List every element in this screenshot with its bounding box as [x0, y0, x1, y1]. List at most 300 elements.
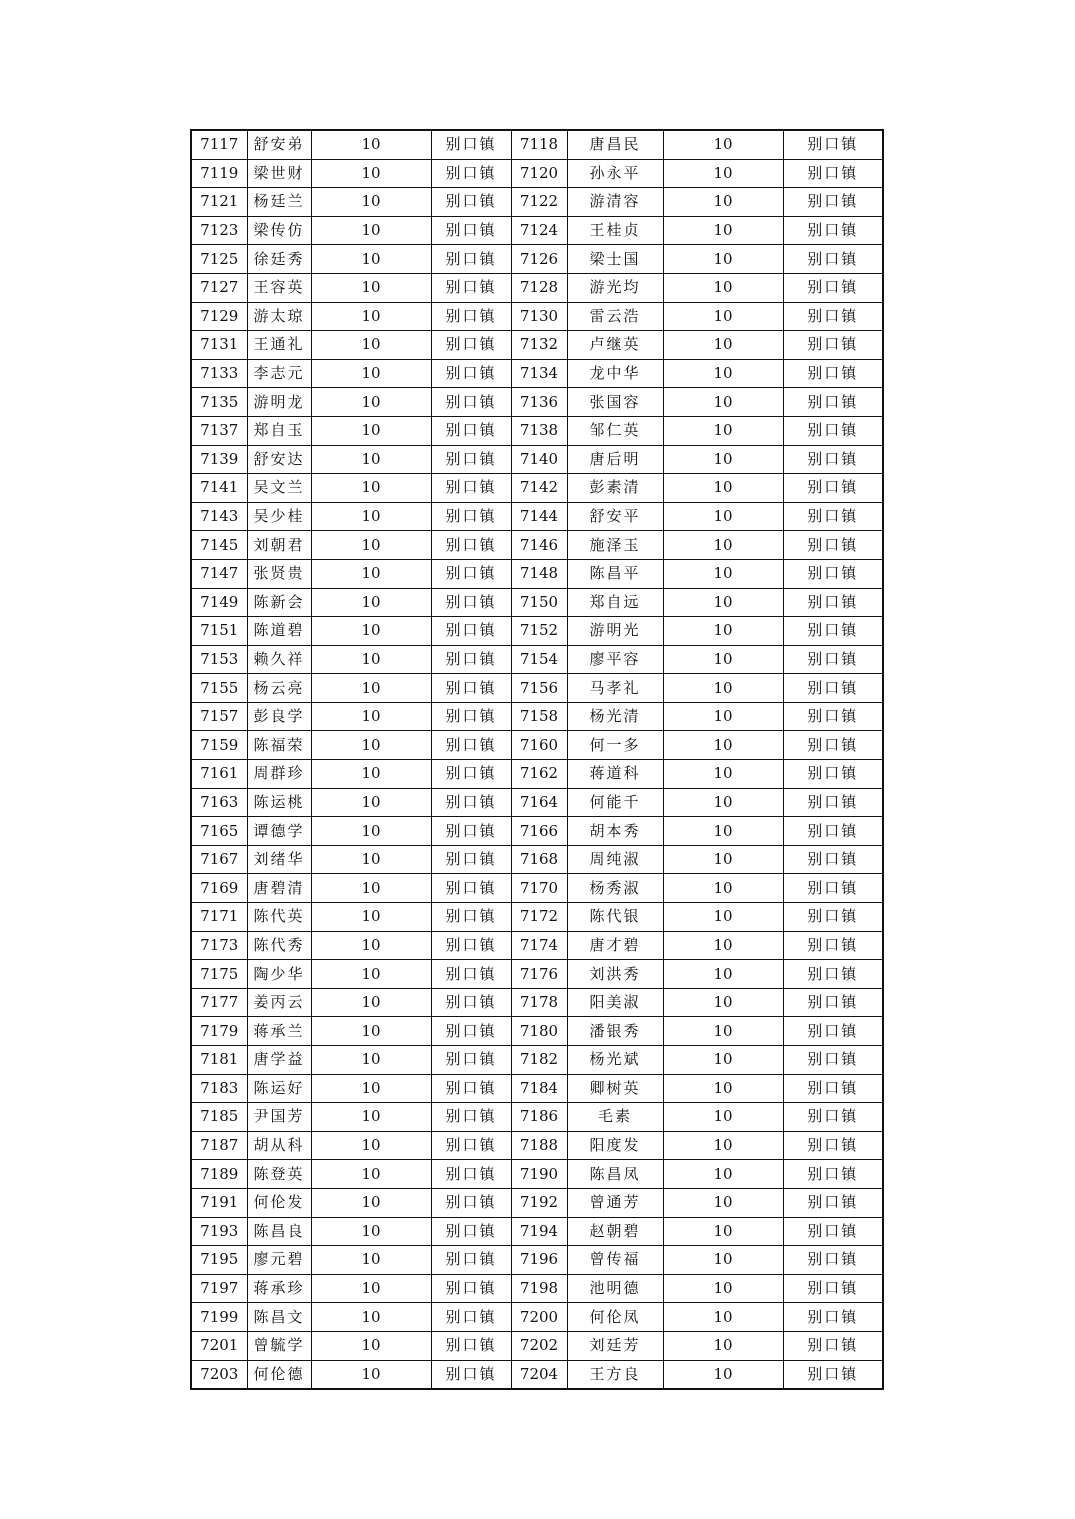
- id-cell: 7164: [511, 788, 567, 817]
- id-cell: 7165: [191, 817, 247, 846]
- id-cell: 7154: [511, 645, 567, 674]
- id-cell: 7144: [511, 502, 567, 531]
- amount-cell: 10: [663, 1246, 783, 1275]
- town-cell: 别口镇: [783, 731, 883, 760]
- table-row: [191, 1103, 883, 1132]
- id-cell: 7126: [511, 245, 567, 274]
- town-cell: 别口镇: [783, 760, 883, 789]
- table-row: [191, 388, 883, 417]
- town-cell: 别口镇: [431, 988, 511, 1017]
- id-cell: 7125: [191, 245, 247, 274]
- id-cell: 7184: [511, 1074, 567, 1103]
- town-cell: 别口镇: [783, 903, 883, 932]
- id-cell: 7162: [511, 760, 567, 789]
- table-row: [191, 1303, 883, 1332]
- name-cell: 舒安达: [247, 445, 311, 474]
- amount-cell: 10: [311, 474, 431, 503]
- id-cell: 7169: [191, 874, 247, 903]
- amount-cell: 10: [311, 1188, 431, 1217]
- name-cell: 施泽玉: [567, 531, 663, 560]
- amount-cell: 10: [663, 702, 783, 731]
- table-row: [191, 531, 883, 560]
- name-cell: 阳美淑: [567, 988, 663, 1017]
- town-cell: 别口镇: [431, 903, 511, 932]
- amount-cell: 10: [663, 845, 783, 874]
- id-cell: 7176: [511, 960, 567, 989]
- name-cell: 池明德: [567, 1274, 663, 1303]
- town-cell: 别口镇: [431, 130, 511, 159]
- name-cell: 赖久祥: [247, 645, 311, 674]
- id-cell: 7199: [191, 1303, 247, 1332]
- id-cell: 7167: [191, 845, 247, 874]
- name-cell: 游光均: [567, 273, 663, 302]
- id-cell: 7141: [191, 474, 247, 503]
- table-row: [191, 845, 883, 874]
- amount-cell: 10: [311, 903, 431, 932]
- name-cell: 何伦德: [247, 1360, 311, 1389]
- town-cell: 别口镇: [783, 188, 883, 217]
- town-cell: 别口镇: [431, 931, 511, 960]
- id-cell: 7155: [191, 674, 247, 703]
- name-cell: 陈道碧: [247, 617, 311, 646]
- id-cell: 7185: [191, 1103, 247, 1132]
- amount-cell: 10: [663, 1017, 783, 1046]
- table-row: [191, 1160, 883, 1189]
- name-cell: 王通礼: [247, 331, 311, 360]
- id-cell: 7130: [511, 302, 567, 331]
- table-row: [191, 874, 883, 903]
- name-cell: 陈昌凤: [567, 1160, 663, 1189]
- name-cell: 王桂贞: [567, 216, 663, 245]
- amount-cell: 10: [663, 1274, 783, 1303]
- table-row: [191, 788, 883, 817]
- roster-body: [191, 130, 883, 1389]
- amount-cell: 10: [663, 588, 783, 617]
- id-cell: 7128: [511, 273, 567, 302]
- name-cell: 姜丙云: [247, 988, 311, 1017]
- town-cell: 别口镇: [783, 273, 883, 302]
- town-cell: 别口镇: [431, 159, 511, 188]
- name-cell: 杨秀淑: [567, 874, 663, 903]
- town-cell: 别口镇: [431, 702, 511, 731]
- town-cell: 别口镇: [783, 1160, 883, 1189]
- amount-cell: 10: [663, 931, 783, 960]
- name-cell: 张国容: [567, 388, 663, 417]
- amount-cell: 10: [663, 245, 783, 274]
- town-cell: 别口镇: [783, 559, 883, 588]
- table-row: [191, 216, 883, 245]
- amount-cell: 10: [663, 502, 783, 531]
- id-cell: 7148: [511, 559, 567, 588]
- id-cell: 7145: [191, 531, 247, 560]
- town-cell: 别口镇: [783, 1360, 883, 1389]
- amount-cell: 10: [311, 359, 431, 388]
- id-cell: 7131: [191, 331, 247, 360]
- name-cell: 陈运桃: [247, 788, 311, 817]
- id-cell: 7183: [191, 1074, 247, 1103]
- table-row: [191, 960, 883, 989]
- table-row: [191, 702, 883, 731]
- id-cell: 7192: [511, 1188, 567, 1217]
- amount-cell: 10: [311, 130, 431, 159]
- name-cell: 陈代秀: [247, 931, 311, 960]
- amount-cell: 10: [311, 159, 431, 188]
- name-cell: 何伦凤: [567, 1303, 663, 1332]
- town-cell: 别口镇: [783, 159, 883, 188]
- town-cell: 别口镇: [783, 359, 883, 388]
- amount-cell: 10: [663, 474, 783, 503]
- name-cell: 周群珍: [247, 760, 311, 789]
- amount-cell: 10: [663, 302, 783, 331]
- amount-cell: 10: [663, 559, 783, 588]
- id-cell: 7196: [511, 1246, 567, 1275]
- id-cell: 7117: [191, 130, 247, 159]
- town-cell: 别口镇: [783, 388, 883, 417]
- amount-cell: 10: [311, 874, 431, 903]
- amount-cell: 10: [311, 388, 431, 417]
- name-cell: 曾通芳: [567, 1188, 663, 1217]
- name-cell: 唐昌民: [567, 130, 663, 159]
- town-cell: 别口镇: [783, 331, 883, 360]
- id-cell: 7127: [191, 273, 247, 302]
- amount-cell: 10: [663, 416, 783, 445]
- town-cell: 别口镇: [783, 1303, 883, 1332]
- table-row: [191, 1074, 883, 1103]
- table-row: [191, 188, 883, 217]
- town-cell: 别口镇: [783, 788, 883, 817]
- name-cell: 谭德学: [247, 817, 311, 846]
- id-cell: 7122: [511, 188, 567, 217]
- id-cell: 7178: [511, 988, 567, 1017]
- amount-cell: 10: [663, 1074, 783, 1103]
- town-cell: 别口镇: [783, 1017, 883, 1046]
- id-cell: 7195: [191, 1246, 247, 1275]
- town-cell: 别口镇: [431, 617, 511, 646]
- table-row: [191, 817, 883, 846]
- amount-cell: 10: [311, 1160, 431, 1189]
- name-cell: 何能千: [567, 788, 663, 817]
- table-row: [191, 1274, 883, 1303]
- amount-cell: 10: [663, 960, 783, 989]
- id-cell: 7160: [511, 731, 567, 760]
- id-cell: 7197: [191, 1274, 247, 1303]
- town-cell: 别口镇: [431, 331, 511, 360]
- name-cell: 唐学益: [247, 1046, 311, 1075]
- table-row: [191, 559, 883, 588]
- name-cell: 胡从科: [247, 1131, 311, 1160]
- id-cell: 7186: [511, 1103, 567, 1132]
- amount-cell: 10: [663, 1131, 783, 1160]
- amount-cell: 10: [663, 874, 783, 903]
- name-cell: 毛素: [567, 1103, 663, 1132]
- amount-cell: 10: [311, 1246, 431, 1275]
- name-cell: 游明光: [567, 617, 663, 646]
- amount-cell: 10: [311, 845, 431, 874]
- name-cell: 曾毓学: [247, 1331, 311, 1360]
- name-cell: 杨光斌: [567, 1046, 663, 1075]
- table-row: [191, 1246, 883, 1275]
- table-row: [191, 1360, 883, 1389]
- id-cell: 7150: [511, 588, 567, 617]
- id-cell: 7189: [191, 1160, 247, 1189]
- amount-cell: 10: [311, 559, 431, 588]
- id-cell: 7135: [191, 388, 247, 417]
- amount-cell: 10: [663, 188, 783, 217]
- table-row: [191, 1017, 883, 1046]
- town-cell: 别口镇: [431, 845, 511, 874]
- name-cell: 陈代银: [567, 903, 663, 932]
- amount-cell: 10: [663, 130, 783, 159]
- name-cell: 刘朝君: [247, 531, 311, 560]
- table-row: [191, 1131, 883, 1160]
- town-cell: 别口镇: [431, 502, 511, 531]
- name-cell: 刘洪秀: [567, 960, 663, 989]
- table-row: [191, 903, 883, 932]
- town-cell: 别口镇: [431, 588, 511, 617]
- id-cell: 7179: [191, 1017, 247, 1046]
- name-cell: 郑自玉: [247, 416, 311, 445]
- town-cell: 别口镇: [431, 245, 511, 274]
- name-cell: 舒安平: [567, 502, 663, 531]
- town-cell: 别口镇: [783, 988, 883, 1017]
- id-cell: 7118: [511, 130, 567, 159]
- name-cell: 胡本秀: [567, 817, 663, 846]
- town-cell: 别口镇: [783, 302, 883, 331]
- id-cell: 7121: [191, 188, 247, 217]
- amount-cell: 10: [663, 1303, 783, 1332]
- amount-cell: 10: [311, 617, 431, 646]
- table-row: [191, 331, 883, 360]
- town-cell: 别口镇: [431, 531, 511, 560]
- table-row: [191, 502, 883, 531]
- table-row: [191, 674, 883, 703]
- id-cell: 7182: [511, 1046, 567, 1075]
- amount-cell: 10: [311, 331, 431, 360]
- name-cell: 陶少华: [247, 960, 311, 989]
- town-cell: 别口镇: [431, 731, 511, 760]
- table-row: [191, 931, 883, 960]
- town-cell: 别口镇: [431, 1303, 511, 1332]
- name-cell: 梁士国: [567, 245, 663, 274]
- town-cell: 别口镇: [431, 1331, 511, 1360]
- name-cell: 陈昌平: [567, 559, 663, 588]
- amount-cell: 10: [663, 988, 783, 1017]
- id-cell: 7188: [511, 1131, 567, 1160]
- town-cell: 别口镇: [431, 1217, 511, 1246]
- name-cell: 徐廷秀: [247, 245, 311, 274]
- town-cell: 别口镇: [783, 1188, 883, 1217]
- town-cell: 别口镇: [783, 588, 883, 617]
- name-cell: 游清容: [567, 188, 663, 217]
- town-cell: 别口镇: [783, 416, 883, 445]
- name-cell: 孙永平: [567, 159, 663, 188]
- name-cell: 张贤贵: [247, 559, 311, 588]
- name-cell: 周纯淑: [567, 845, 663, 874]
- name-cell: 唐碧清: [247, 874, 311, 903]
- name-cell: 何伦发: [247, 1188, 311, 1217]
- amount-cell: 10: [311, 988, 431, 1017]
- amount-cell: 10: [663, 1046, 783, 1075]
- table-row: [191, 474, 883, 503]
- town-cell: 别口镇: [783, 445, 883, 474]
- name-cell: 吴文兰: [247, 474, 311, 503]
- town-cell: 别口镇: [431, 302, 511, 331]
- table-row: [191, 1331, 883, 1360]
- name-cell: 廖平容: [567, 645, 663, 674]
- amount-cell: 10: [311, 702, 431, 731]
- amount-cell: 10: [311, 445, 431, 474]
- id-cell: 7151: [191, 617, 247, 646]
- amount-cell: 10: [663, 760, 783, 789]
- id-cell: 7202: [511, 1331, 567, 1360]
- name-cell: 梁世财: [247, 159, 311, 188]
- name-cell: 游明龙: [247, 388, 311, 417]
- town-cell: 别口镇: [783, 1074, 883, 1103]
- town-cell: 别口镇: [783, 617, 883, 646]
- id-cell: 7152: [511, 617, 567, 646]
- amount-cell: 10: [663, 674, 783, 703]
- amount-cell: 10: [663, 1103, 783, 1132]
- town-cell: 别口镇: [783, 474, 883, 503]
- id-cell: 7134: [511, 359, 567, 388]
- town-cell: 别口镇: [783, 845, 883, 874]
- table-row: [191, 645, 883, 674]
- table-row: [191, 588, 883, 617]
- amount-cell: 10: [663, 788, 783, 817]
- name-cell: 陈昌良: [247, 1217, 311, 1246]
- id-cell: 7142: [511, 474, 567, 503]
- id-cell: 7143: [191, 502, 247, 531]
- roster-table: [190, 129, 884, 1390]
- name-cell: 王容英: [247, 273, 311, 302]
- id-cell: 7161: [191, 760, 247, 789]
- id-cell: 7140: [511, 445, 567, 474]
- table-row: [191, 130, 883, 159]
- name-cell: 郑自远: [567, 588, 663, 617]
- name-cell: 舒安弟: [247, 130, 311, 159]
- town-cell: 别口镇: [431, 1274, 511, 1303]
- name-cell: 陈新会: [247, 588, 311, 617]
- name-cell: 何一多: [567, 731, 663, 760]
- amount-cell: 10: [311, 1274, 431, 1303]
- table-row: [191, 359, 883, 388]
- town-cell: 别口镇: [783, 817, 883, 846]
- town-cell: 别口镇: [783, 245, 883, 274]
- name-cell: 蒋承珍: [247, 1274, 311, 1303]
- amount-cell: 10: [311, 531, 431, 560]
- id-cell: 7200: [511, 1303, 567, 1332]
- name-cell: 陈福荣: [247, 731, 311, 760]
- name-cell: 曾传福: [567, 1246, 663, 1275]
- town-cell: 别口镇: [783, 216, 883, 245]
- name-cell: 唐才碧: [567, 931, 663, 960]
- amount-cell: 10: [663, 445, 783, 474]
- name-cell: 杨光清: [567, 702, 663, 731]
- id-cell: 7124: [511, 216, 567, 245]
- id-cell: 7180: [511, 1017, 567, 1046]
- town-cell: 别口镇: [431, 445, 511, 474]
- town-cell: 别口镇: [431, 817, 511, 846]
- town-cell: 别口镇: [783, 1131, 883, 1160]
- amount-cell: 10: [663, 617, 783, 646]
- id-cell: 7159: [191, 731, 247, 760]
- town-cell: 别口镇: [783, 502, 883, 531]
- town-cell: 别口镇: [431, 388, 511, 417]
- town-cell: 别口镇: [431, 273, 511, 302]
- id-cell: 7158: [511, 702, 567, 731]
- name-cell: 陈昌文: [247, 1303, 311, 1332]
- town-cell: 别口镇: [783, 931, 883, 960]
- name-cell: 赵朝碧: [567, 1217, 663, 1246]
- amount-cell: 10: [311, 931, 431, 960]
- id-cell: 7157: [191, 702, 247, 731]
- amount-cell: 10: [663, 731, 783, 760]
- amount-cell: 10: [663, 216, 783, 245]
- name-cell: 雷云浩: [567, 302, 663, 331]
- table-row: [191, 416, 883, 445]
- name-cell: 卿树英: [567, 1074, 663, 1103]
- town-cell: 别口镇: [431, 359, 511, 388]
- town-cell: 别口镇: [783, 1046, 883, 1075]
- amount-cell: 10: [663, 388, 783, 417]
- town-cell: 别口镇: [783, 702, 883, 731]
- id-cell: 7171: [191, 903, 247, 932]
- town-cell: 别口镇: [783, 130, 883, 159]
- table-row: [191, 273, 883, 302]
- table-row: [191, 760, 883, 789]
- name-cell: 潘银秀: [567, 1017, 663, 1046]
- name-cell: 梁传仿: [247, 216, 311, 245]
- town-cell: 别口镇: [431, 1160, 511, 1189]
- id-cell: 7172: [511, 903, 567, 932]
- id-cell: 7123: [191, 216, 247, 245]
- amount-cell: 10: [663, 159, 783, 188]
- town-cell: 别口镇: [431, 645, 511, 674]
- amount-cell: 10: [663, 531, 783, 560]
- name-cell: 李志元: [247, 359, 311, 388]
- amount-cell: 10: [311, 1103, 431, 1132]
- table-row: [191, 617, 883, 646]
- town-cell: 别口镇: [783, 1246, 883, 1275]
- id-cell: 7201: [191, 1331, 247, 1360]
- amount-cell: 10: [663, 1360, 783, 1389]
- town-cell: 别口镇: [783, 1274, 883, 1303]
- amount-cell: 10: [311, 302, 431, 331]
- amount-cell: 10: [663, 1188, 783, 1217]
- town-cell: 别口镇: [783, 874, 883, 903]
- id-cell: 7166: [511, 817, 567, 846]
- amount-cell: 10: [311, 731, 431, 760]
- town-cell: 别口镇: [431, 1074, 511, 1103]
- id-cell: 7120: [511, 159, 567, 188]
- town-cell: 别口镇: [431, 1246, 511, 1275]
- amount-cell: 10: [663, 645, 783, 674]
- name-cell: 吴少桂: [247, 502, 311, 531]
- id-cell: 7187: [191, 1131, 247, 1160]
- id-cell: 7190: [511, 1160, 567, 1189]
- name-cell: 唐后明: [567, 445, 663, 474]
- id-cell: 7194: [511, 1217, 567, 1246]
- id-cell: 7181: [191, 1046, 247, 1075]
- table-row: [191, 302, 883, 331]
- town-cell: 别口镇: [431, 1131, 511, 1160]
- amount-cell: 10: [311, 960, 431, 989]
- name-cell: 杨廷兰: [247, 188, 311, 217]
- name-cell: 卢继英: [567, 331, 663, 360]
- name-cell: 游太琼: [247, 302, 311, 331]
- amount-cell: 10: [311, 588, 431, 617]
- id-cell: 7136: [511, 388, 567, 417]
